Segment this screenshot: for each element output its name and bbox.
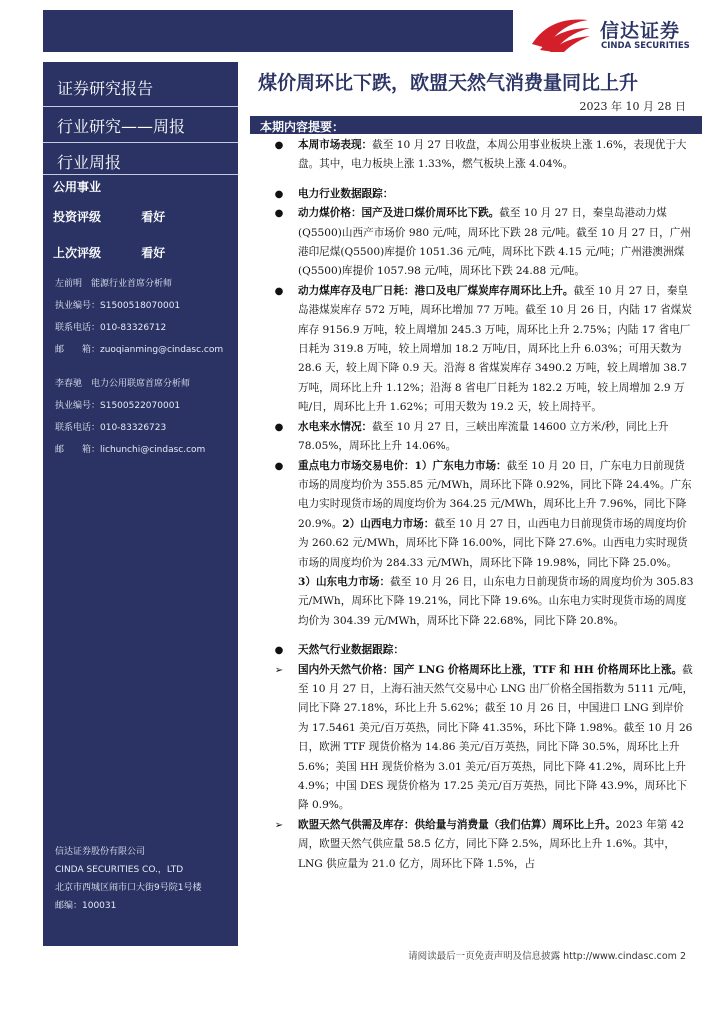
bullet-icon: ● [274,421,284,433]
list-item [270,282,694,418]
item-text: 截至 10 月 27 日，秦皇岛港动力煤(Q5500)山西产市场价 980 元/吨，周环比下跌 28 元/吨。截至 10 月 27 日，广州港印尼煤(Q5500)库提价 1051.36 元/吨，周环比下跌 4.15 元/吨；广州港澳洲煤(Q5500)库提价 1057.98 元/吨，周环比下跌 24.88 元/吨。 [298,207,691,278]
bullet-icon: ● [274,188,284,200]
report-category: 行业研究——周报 [57,117,186,136]
analyst-phone: 联系电话：010-83326712 [55,323,167,333]
header-band [43,10,513,52]
item-heading: 国内外天然气价格：国产 LNG 价格周环比上涨，TTF 和 HH 价格周环比上涨。 [298,663,683,676]
analyst-phone: 联系电话：010-83326723 [55,423,167,433]
item-heading: 重点电力市场交易电价：1）广东电力市场： [298,459,507,472]
page-footer: 请阅读最后一页免责声明及信息披露 http://www.cindasc.com 2 [408,951,686,962]
list-item [270,136,694,175]
item-text: 截至 10 月 27 日，三峡出库流量 14600 立方米/秒，同比上升 78.05%，周环比上升 14.06%。 [298,420,669,453]
summary-header-bar [250,116,702,134]
prev-rating-value: 看好 [141,246,166,260]
prev-rating-row [43,244,248,261]
summary-content [270,136,694,874]
bullet-icon: ● [274,208,284,220]
report-type: 证券研究报告 [57,79,154,98]
item-heading: 动力煤价格：国产及进口煤价周环比下跌。 [298,207,500,220]
list-item [270,185,694,204]
industry-name: 公用事业 [53,180,102,194]
item-text: 截至 10 月 26 日，山东电力日前现货市场的周度均价为 305.83 元/MWh，周环比下降 19.21%，同比下降 19.6%。山东电力实时现货市场的周度均价为 304.39 元/MWh，周环比下降 22.68%，同比下降 20.8%。 [298,575,694,627]
report-subcategory: 行业周报 [57,153,122,172]
analyst-title: 李春驰 电力公用联席首席分析师 [55,379,191,389]
item-text: 截至 10 月 27 日，上海石油天然气交易中心 LNG 出厂价格全国指数为 5111 元/吨，同比下降 27.18%，环比上升 5.62%；截至 10 月 26 日，中国进口 LNG 到岸价为 17.5461 美元/百万英热，同比下降 41.35%，环比下降 1.98%。截至 10 月 26 日，欧洲 TTF 现货价格为 14.86 美元/百万英热，同比下降 30.5%，周环比上升 5.6%；美国 HH 现货价格为 3.01 美元/百万英热，同比下降 41.2%，周环比上升 4.9%；中国 DES 现货价格为 17.25 美元/百万英热，同比下降 43.9%，周环比下降 0.9%。 [298,663,694,812]
list-item [270,457,694,632]
list-item [270,204,694,282]
sidebar [43,62,238,946]
rating-row [43,208,248,225]
analyst-license: 执业编号：S1500522070001 [55,401,181,411]
company-name-en: CINDA SECURITIES CO.，LTD [55,865,184,875]
item-subheading: 3）山东电力市场： [298,575,391,588]
item-text: 截至 10 月 27 日收盘，本周公用事业板块上涨 1.6%，表现优于大盘。其中，电力板块上涨 1.33%，燃气板块上涨 4.04%。 [298,139,687,171]
item-text: 截至 10 月 20 日，广东电力日前现货市场的周度均价为 355.85 元/MWh，周环比下降 0.92%，同比下降 24.4%。广东电力实时现货市场的周度均价为 364.25 元/MWh，周环比上升 7.96%，同比下降 20.9%。 [298,459,692,530]
company-name-cn: 信达证券股份有限公司 [55,847,146,857]
item-text: 2023 年第 42 周，欧盟天然气供应量 58.5 亿方，同比下降 2.5%，周环比上升 1.6%。其中，LNG 供应量为 21.0 亿方，周环比下降 1.5%，占 [298,818,685,870]
analyst-license: 执业编号：S1500518070001 [55,301,181,311]
item-heading: 欧盟天然气供需及库存：供给量与消费量（我们估算）周环比上升。 [298,818,616,831]
item-heading: 电力行业数据跟踪： [298,187,394,200]
analyst-email: 邮 箱：lichunchi@cindasc.com [55,445,206,455]
item-subheading: 2）山西电力市场： [342,517,435,530]
item-heading: 水电来水情况： [298,420,373,433]
bullet-icon: ● [274,645,284,657]
company-address: 北京市西城区闹市口大街9号院1号楼 [55,883,202,893]
item-heading: 天然气行业数据跟踪： [298,644,404,657]
item-heading: 动力煤库存及电厂日耗：港口及电厂煤炭库存周环比上升。 [298,284,574,297]
analyst-email: 邮 箱：zuoqianming@cindasc.com [55,345,224,355]
company-logo [530,14,710,54]
item-text: 截至 10 月 27 日，秦皇岛港煤炭库存 572 万吨，周环比增加 77 万吨。截至 10 月 26 日，内陆 17 省煤炭库存 9156.9 万吨，较上周增加 245.3 万吨，周环比上升 2.75%；内陆 17 省电厂日耗为 319.8 万吨，较上周增加 18.2 万吨/日，周环比上升 6.03%；可用天数为 28.6 天，较上周下降 0.9 天。沿海 8 省煤炭库存 3490.2 万吨，较上周增加 38.7 万吨，周环比上升 1.12%；沿海 8 省电厂日耗为 182.2 万吨，较上周增加 2.9 万吨/日，周环比上升 1.62%；可用天数为 19.2 天，较上周持平。 [298,284,692,414]
arrow-bullet-icon: ➢ [274,664,284,676]
page-title: 煤价周环比下跌，欧盟天然气消费量同比上升 [258,72,639,94]
item-heading: 本周市场表现： [298,139,373,151]
summary-header: 本期内容提要： [260,120,345,134]
list-item [270,641,694,660]
sidebar-divider [43,174,238,175]
rating-label: 投资评级 [53,210,102,224]
arrow-bullet-icon: ➢ [274,819,284,831]
list-item [270,418,694,457]
analyst-title: 左前明 能源行业首席分析师 [55,279,173,289]
logo-text-cn: 信达证券 [600,20,681,42]
rating-value: 看好 [141,210,166,224]
sidebar-divider [43,106,238,107]
sidebar-divider [43,142,238,143]
list-item [270,816,694,874]
prev-rating-label: 上次评级 [53,246,102,260]
bullet-icon: ● [274,140,284,151]
logo-swoosh-icon [530,14,592,54]
list-item [270,661,694,816]
bullet-icon: ● [274,460,284,472]
item-text: 截至 10 月 27 日，山西电力日前现货市场的周度均价为 260.62 元/MWh，周环比下降 16.00%，同比下降 27.6%。山西电力实时现货市场的周度均价为 284.33 元/MWh，周环比下降 19.98%，同比下降 25.0%。 [298,517,688,569]
report-date: 2023 年 10 月 28 日 [579,100,686,113]
bullet-icon: ● [274,285,284,297]
logo-text-en: CINDA SECURITIES [601,41,690,51]
company-postcode: 邮编：100031 [55,901,117,911]
